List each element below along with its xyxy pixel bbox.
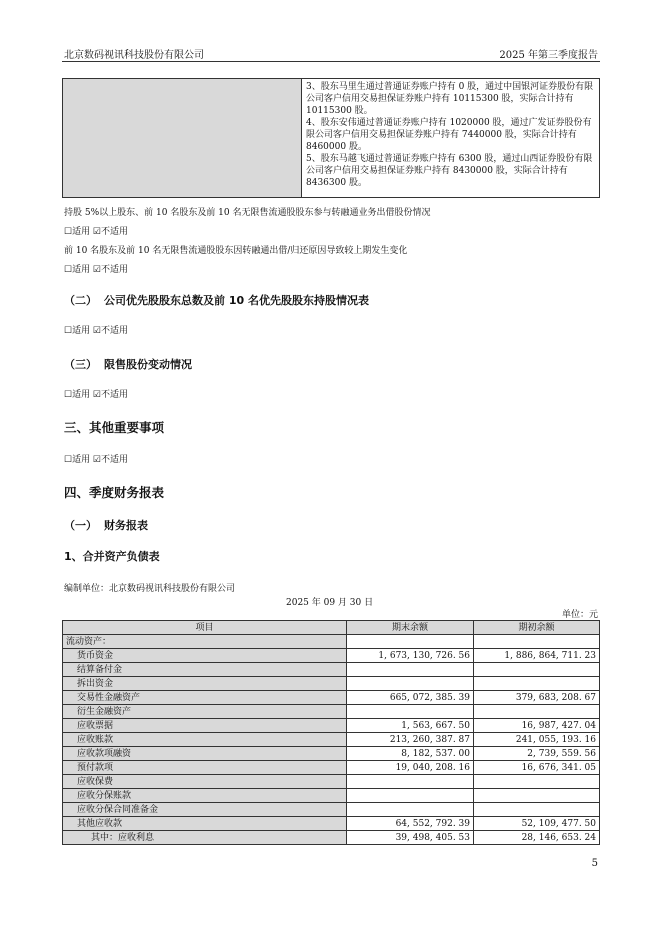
section-title: 公司优先股股东总数及前 10 名优先股股东持股情况表 xyxy=(104,294,369,307)
applicability-checkbox: ☐适用 ☑不适用 xyxy=(64,265,128,275)
row-end-balance: 213, 260, 387. 87 xyxy=(347,733,474,747)
row-item: 货币资金 xyxy=(63,649,347,663)
report-date: 2025 年 09 月 30 日 xyxy=(286,598,374,608)
section-title: 限售股份变动情况 xyxy=(104,358,192,371)
applicability-checkbox: ☐适用 ☑不适用 xyxy=(64,390,128,400)
table-row xyxy=(63,677,600,691)
row-start-balance xyxy=(474,677,600,691)
row-item: 应收分保合同准备金 xyxy=(63,803,347,817)
row-end-balance: 64, 552, 792. 39 xyxy=(347,817,474,831)
table-row xyxy=(63,663,600,677)
row-end-balance: 1, 563, 667. 50 xyxy=(347,719,474,733)
row-end-balance xyxy=(347,803,474,817)
section-heading-restricted-shares xyxy=(64,356,192,372)
table-row xyxy=(63,733,600,747)
row-start-balance: 16, 676, 341. 05 xyxy=(474,761,600,775)
table-row xyxy=(63,803,600,817)
applicability-checkbox: ☐适用 ☑不适用 xyxy=(64,326,128,336)
row-start-balance: 241, 055, 193. 16 xyxy=(474,733,600,747)
column-header-end-balance: 期末余额 xyxy=(347,621,474,635)
row-item: 预付款项 xyxy=(63,761,347,775)
section-number: （一） xyxy=(64,519,97,532)
row-item: 应收保费 xyxy=(63,775,347,789)
row-end-balance: 8, 182, 537. 00 xyxy=(347,747,474,761)
table-row xyxy=(63,747,600,761)
row-end-balance xyxy=(347,705,474,719)
table-row xyxy=(63,719,600,733)
row-item: 交易性金融资产 xyxy=(63,691,347,705)
row-start-balance: 16, 987, 427. 04 xyxy=(474,719,600,733)
section-heading-balance-sheet: 1、合并资产负债表 xyxy=(64,550,160,563)
header-company: 北京数码视讯科技股份有限公司 xyxy=(64,50,204,61)
row-start-balance xyxy=(474,705,600,719)
table-row xyxy=(63,761,600,775)
row-start-balance: 28, 146, 653. 24 xyxy=(474,831,600,845)
row-start-balance xyxy=(474,775,600,789)
row-item: 应收分保账款 xyxy=(63,789,347,803)
table-row xyxy=(63,691,600,705)
applicability-checkbox: ☐适用 ☑不适用 xyxy=(64,227,128,237)
row-item: 拆出资金 xyxy=(63,677,347,691)
row-end-balance: 665, 072, 385. 39 xyxy=(347,691,474,705)
section-heading-other-matters: 三、其他重要事项 xyxy=(64,420,165,435)
table-row xyxy=(63,775,600,789)
section-heading-preferred-shares xyxy=(64,292,369,308)
row-item: 结算备付金 xyxy=(63,663,347,677)
section-title: 财务报表 xyxy=(104,519,148,532)
row-end-balance: 1, 673, 130, 726. 56 xyxy=(347,649,474,663)
table-row xyxy=(63,635,600,649)
row-start-balance: 2, 739, 559. 56 xyxy=(474,747,600,761)
column-header-start-balance: 期初余额 xyxy=(474,621,600,635)
row-item: 衍生金融资产 xyxy=(63,705,347,719)
row-end-balance xyxy=(347,789,474,803)
row-start-balance xyxy=(474,789,600,803)
table-row xyxy=(63,831,600,845)
row-end-balance: 39, 498, 405. 53 xyxy=(347,831,474,845)
currency-unit: 单位：元 xyxy=(561,610,598,620)
row-start-balance xyxy=(474,663,600,677)
table-row xyxy=(63,705,600,719)
section-heading-financial-statements: 四、季度财务报表 xyxy=(64,485,165,500)
table-row xyxy=(63,789,600,803)
row-start-balance: 379, 683, 208. 67 xyxy=(474,691,600,705)
header-divider xyxy=(62,61,600,62)
applicability-checkbox: ☐适用 ☑不适用 xyxy=(64,455,128,465)
table-header-row xyxy=(63,621,600,635)
row-start-balance xyxy=(474,635,600,649)
lending-change-text: 前 10 名股东及前 10 名无限售流通股股东因转融通出借/归还原因导致较上期发生变化 xyxy=(64,246,408,256)
row-item: 其中：应收利息 xyxy=(63,831,347,845)
table-row xyxy=(63,649,600,663)
row-end-balance xyxy=(347,775,474,789)
shareholder-notes-table xyxy=(62,78,600,198)
row-start-balance: 52, 109, 477. 50 xyxy=(474,817,600,831)
row-start-balance: 1, 886, 864, 711. 23 xyxy=(474,649,600,663)
row-end-balance: 19, 040, 208. 16 xyxy=(347,761,474,775)
header-report-title: 2025 年第三季度报告 xyxy=(499,50,598,61)
row-item: 应收票据 xyxy=(63,719,347,733)
row-start-balance xyxy=(474,803,600,817)
column-header-item: 项目 xyxy=(63,621,347,635)
balance-sheet-table xyxy=(62,620,600,845)
section-number: （三） xyxy=(64,358,97,371)
row-end-balance xyxy=(347,635,474,649)
section-heading-statements xyxy=(64,517,148,533)
row-item: 其他应收款 xyxy=(63,817,347,831)
row-item: 应收账款 xyxy=(63,733,347,747)
section-number: （二） xyxy=(64,294,97,307)
row-item: 应收款项融资 xyxy=(63,747,347,761)
row-end-balance xyxy=(347,663,474,677)
notes-cell xyxy=(302,79,599,197)
lending-disclosure-text: 持股 5%以上股东、前 10 名股东及前 10 名无限售流通股股东参与转融通业务出借股份情况 xyxy=(64,208,431,218)
note-5: 5、股东马越飞通过普通证券账户持有 6300 股，通过山西证券股份有限公司客户信用交易担保证券账户持有 8430000 股，实际合计持有 8436300 股。 xyxy=(306,154,593,188)
row-end-balance xyxy=(347,677,474,691)
preparing-entity: 编制单位：北京数码视讯科技股份有限公司 xyxy=(64,584,236,594)
note-4: 4、股东安伟通过普通证券账户持有 1020000 股，通过广发证券股份有限公司客户信用交易担保证券账户持有 7440000 股，实际合计持有 8460000 股。 xyxy=(306,118,592,152)
page-number: 5 xyxy=(591,858,598,869)
note-3: 3、股东马里生通过普通证券账户持有 0 股，通过中国银河证券股份有限公司客户信用交易担保证券账户持有 10115300 股，实际合计持有 10115300 股。 xyxy=(306,82,594,116)
shaded-cell xyxy=(63,79,302,197)
table-row xyxy=(63,817,600,831)
row-item: 流动资产： xyxy=(63,635,347,649)
